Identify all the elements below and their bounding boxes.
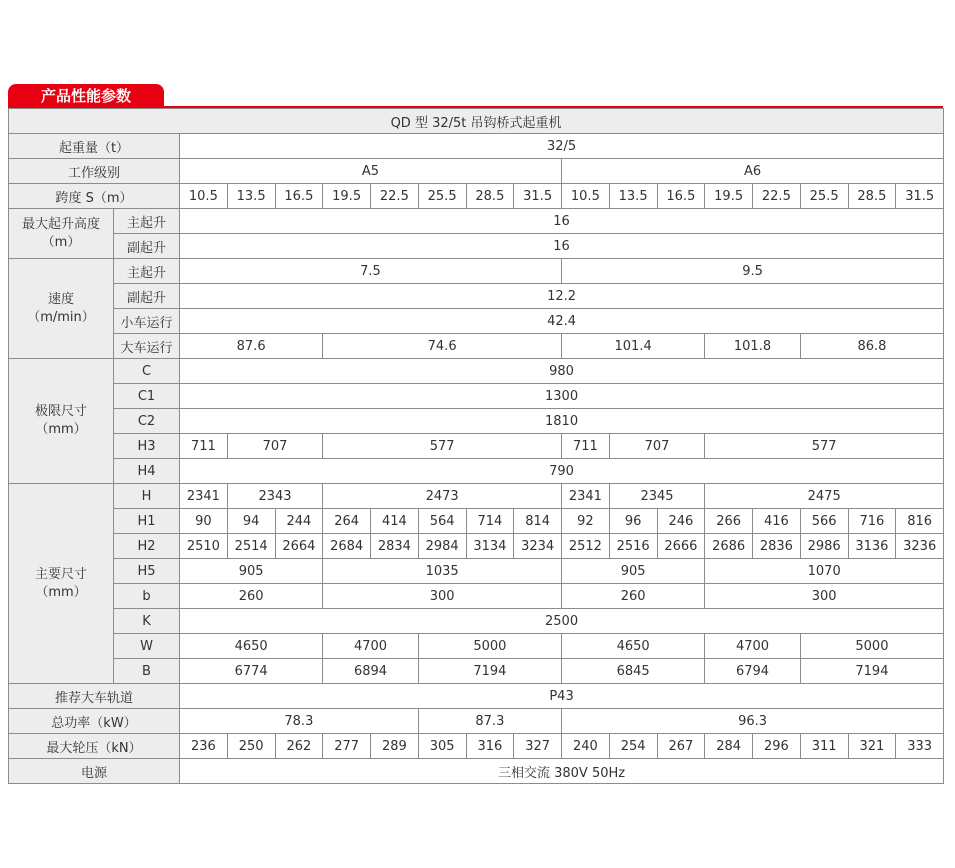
dim-h2-value: 3134 — [466, 534, 514, 559]
lift-height-main-row — [9, 209, 944, 234]
limit-h4-label: H4 — [114, 459, 180, 484]
limit-h3-row — [9, 434, 944, 459]
wheel-load-value: 277 — [323, 734, 371, 759]
lift-height-label: 最大起升高度 — [21, 216, 100, 232]
capacity-row — [9, 134, 944, 159]
dim-h5-value: 1070 — [705, 559, 944, 584]
dim-h2-value: 2516 — [609, 534, 657, 559]
dim-h-value: 2473 — [323, 484, 562, 509]
dim-h-value: 2345 — [609, 484, 705, 509]
limit-h3-value: 707 — [227, 434, 323, 459]
dim-h2-value: 3136 — [848, 534, 896, 559]
dim-h1-value: 92 — [562, 509, 610, 534]
limit-c2-row — [9, 409, 944, 434]
span-value: 25.5 — [418, 184, 466, 209]
dim-h1-value: 814 — [514, 509, 562, 534]
speed-aux-value: 12.2 — [180, 284, 944, 309]
dim-h1-value: 266 — [705, 509, 753, 534]
power-supply-row — [9, 759, 944, 784]
limit-c1-row — [9, 384, 944, 409]
dim-h2-row — [9, 534, 944, 559]
dim-h1-value: 816 — [896, 509, 944, 534]
limit-h3-label: H3 — [114, 434, 180, 459]
speed-main-row — [9, 259, 944, 284]
work-class-value: A5 — [180, 159, 562, 184]
span-value: 13.5 — [227, 184, 275, 209]
work-class-value: A6 — [562, 159, 944, 184]
dim-h1-value: 264 — [323, 509, 371, 534]
wheel-load-value: 267 — [657, 734, 705, 759]
dim-h1-value: 94 — [227, 509, 275, 534]
dim-w-value: 5000 — [800, 634, 943, 659]
speed-unit: （m/min） — [27, 309, 95, 325]
limit-h3-value: 711 — [180, 434, 228, 459]
wheel-load-value: 289 — [371, 734, 419, 759]
dim-w-value: 4650 — [180, 634, 323, 659]
dim-b-big-value: 7194 — [418, 659, 561, 684]
dim-h1-value: 244 — [275, 509, 323, 534]
dim-w-value: 4650 — [562, 634, 705, 659]
dim-h1-value: 716 — [848, 509, 896, 534]
rail-value: P43 — [180, 684, 944, 709]
span-label: 跨度 S（m） — [9, 184, 180, 209]
wheel-load-value: 284 — [705, 734, 753, 759]
wheel-load-value: 296 — [753, 734, 801, 759]
power-supply-label: 电源 — [9, 759, 180, 784]
dim-h1-value: 714 — [466, 509, 514, 534]
speed-main-label: 主起升 — [114, 259, 180, 284]
dim-h2-label: H2 — [114, 534, 180, 559]
dim-h1-value: 414 — [371, 509, 419, 534]
limit-h3-value: 577 — [323, 434, 562, 459]
lift-aux-label: 副起升 — [114, 234, 180, 259]
speed-crane-value: 101.4 — [562, 334, 705, 359]
limit-c1-value: 1300 — [180, 384, 944, 409]
dim-h1-value: 96 — [609, 509, 657, 534]
dim-b-small-value: 300 — [323, 584, 562, 609]
title-row — [9, 109, 944, 134]
span-value: 28.5 — [466, 184, 514, 209]
span-value: 10.5 — [180, 184, 228, 209]
dim-h5-value: 905 — [180, 559, 323, 584]
limit-h4-value: 790 — [180, 459, 944, 484]
span-value: 19.5 — [323, 184, 371, 209]
dim-h-value: 2343 — [227, 484, 323, 509]
lift-height-unit: （m） — [41, 234, 81, 250]
wheel-load-row — [9, 734, 944, 759]
speed-aux-row — [9, 284, 944, 309]
span-value: 10.5 — [562, 184, 610, 209]
dim-h5-value: 905 — [562, 559, 705, 584]
power-value: 96.3 — [562, 709, 944, 734]
wheel-load-value: 262 — [275, 734, 323, 759]
dim-h2-value: 2684 — [323, 534, 371, 559]
dim-h2-value: 2512 — [562, 534, 610, 559]
capacity-label: 起重量（t） — [9, 134, 180, 159]
wheel-load-value: 240 — [562, 734, 610, 759]
dim-h2-value: 2664 — [275, 534, 323, 559]
dim-k-label: K — [114, 609, 180, 634]
dim-h2-value: 2514 — [227, 534, 275, 559]
span-value: 16.5 — [657, 184, 705, 209]
dim-h1-value: 246 — [657, 509, 705, 534]
speed-crane-value: 86.8 — [800, 334, 943, 359]
main-dim-unit: （mm） — [35, 584, 87, 600]
section-tab-label: 产品性能参数 — [8, 84, 164, 108]
dim-h2-value: 3236 — [896, 534, 944, 559]
dim-h5-row — [9, 559, 944, 584]
limit-c2-value: 1810 — [180, 409, 944, 434]
span-value: 31.5 — [896, 184, 944, 209]
lift-aux-value: 16 — [180, 234, 944, 259]
dim-h-value: 2341 — [562, 484, 610, 509]
lift-main-value: 16 — [180, 209, 944, 234]
dim-h1-row — [9, 509, 944, 534]
limit-c-row — [9, 359, 944, 384]
tab-bar — [8, 84, 943, 108]
power-value: 78.3 — [180, 709, 419, 734]
dim-b-big-value: 7194 — [800, 659, 943, 684]
dim-h5-value: 1035 — [323, 559, 562, 584]
limit-c2-label: C2 — [114, 409, 180, 434]
dim-h-row — [9, 484, 944, 509]
limit-h3-value: 707 — [609, 434, 705, 459]
dim-h2-value: 2686 — [705, 534, 753, 559]
speed-crane-value: 87.6 — [180, 334, 323, 359]
limit-group — [9, 359, 114, 484]
lift-main-label: 主起升 — [114, 209, 180, 234]
wheel-load-value: 327 — [514, 734, 562, 759]
dim-b-small-value: 260 — [562, 584, 705, 609]
dim-h5-label: H5 — [114, 559, 180, 584]
speed-aux-label: 副起升 — [114, 284, 180, 309]
main-dim-label: 主要尺寸 — [34, 566, 87, 582]
span-value: 13.5 — [609, 184, 657, 209]
span-value: 22.5 — [753, 184, 801, 209]
limit-label: 极限尺寸 — [34, 404, 87, 419]
speed-trolley-row — [9, 309, 944, 334]
dim-b-big-row — [9, 659, 944, 684]
speed-main-value: 9.5 — [562, 259, 944, 284]
dim-h2-value: 2836 — [753, 534, 801, 559]
dim-h1-label: H1 — [114, 509, 180, 534]
wheel-load-label: 最大轮压（kN） — [9, 734, 180, 759]
dim-b-small-label: b — [114, 584, 180, 609]
span-row — [9, 184, 944, 209]
lift-height-group — [9, 209, 114, 259]
dim-w-row — [9, 634, 944, 659]
work-class-row — [9, 159, 944, 184]
dim-h2-value: 2510 — [180, 534, 228, 559]
span-value: 16.5 — [275, 184, 323, 209]
speed-crane-row — [9, 334, 944, 359]
power-value: 87.3 — [418, 709, 561, 734]
speed-label: 速度 — [47, 291, 74, 307]
dim-b-small-row — [9, 584, 944, 609]
wheel-load-value: 311 — [800, 734, 848, 759]
table-title: QD 型 32/5t 吊钩桥式起重机 — [9, 109, 944, 134]
span-value: 28.5 — [848, 184, 896, 209]
dim-b-big-label: B — [114, 659, 180, 684]
speed-crane-value: 74.6 — [323, 334, 562, 359]
speed-trolley-label: 小车运行 — [114, 309, 180, 334]
dim-k-value: 2500 — [180, 609, 944, 634]
dim-b-big-value: 6774 — [180, 659, 323, 684]
dim-w-value: 4700 — [323, 634, 419, 659]
speed-crane-value: 101.8 — [705, 334, 801, 359]
speed-trolley-value: 42.4 — [180, 309, 944, 334]
dim-h2-value: 2984 — [418, 534, 466, 559]
spec-table — [8, 108, 944, 784]
lift-height-aux-row — [9, 234, 944, 259]
limit-unit: （mm） — [35, 422, 87, 437]
dim-h-label: H — [114, 484, 180, 509]
dim-b-big-value: 6894 — [323, 659, 419, 684]
span-value: 25.5 — [800, 184, 848, 209]
dim-h1-value: 564 — [418, 509, 466, 534]
wheel-load-value: 321 — [848, 734, 896, 759]
wheel-load-value: 305 — [418, 734, 466, 759]
power-label: 总功率（kW） — [9, 709, 180, 734]
limit-h3-value: 577 — [705, 434, 944, 459]
dim-w-label: W — [114, 634, 180, 659]
limit-h4-row — [9, 459, 944, 484]
limit-c-value: 980 — [180, 359, 944, 384]
dim-h-value: 2341 — [180, 484, 228, 509]
dim-w-value: 4700 — [705, 634, 801, 659]
dim-b-big-value: 6794 — [705, 659, 801, 684]
wheel-load-value: 254 — [609, 734, 657, 759]
power-supply-value: 三相交流 380V 50Hz — [180, 759, 944, 784]
dim-h1-value: 566 — [800, 509, 848, 534]
limit-c1-label: C1 — [114, 384, 180, 409]
dim-h2-value: 2834 — [371, 534, 419, 559]
capacity-value: 32/5 — [180, 134, 944, 159]
span-value: 22.5 — [371, 184, 419, 209]
wheel-load-value: 236 — [180, 734, 228, 759]
dim-h-value: 2475 — [705, 484, 944, 509]
main-dim-group — [9, 484, 114, 684]
dim-b-small-value: 300 — [705, 584, 944, 609]
dim-w-value: 5000 — [418, 634, 561, 659]
dim-b-big-value: 6845 — [562, 659, 705, 684]
limit-c-label: C — [114, 359, 180, 384]
span-value: 31.5 — [514, 184, 562, 209]
rail-label: 推荐大车轨道 — [9, 684, 180, 709]
dim-k-row — [9, 609, 944, 634]
speed-main-value: 7.5 — [180, 259, 562, 284]
dim-h2-value: 2666 — [657, 534, 705, 559]
dim-h1-value: 416 — [753, 509, 801, 534]
work-class-label: 工作级别 — [9, 159, 180, 184]
power-row — [9, 709, 944, 734]
dim-h1-value: 90 — [180, 509, 228, 534]
limit-h3-value: 711 — [562, 434, 610, 459]
dim-h2-value: 3234 — [514, 534, 562, 559]
wheel-load-value: 316 — [466, 734, 514, 759]
dim-b-small-value: 260 — [180, 584, 323, 609]
speed-crane-label: 大车运行 — [114, 334, 180, 359]
span-value: 19.5 — [705, 184, 753, 209]
rail-row — [9, 684, 944, 709]
speed-group — [9, 259, 114, 359]
dim-h2-value: 2986 — [800, 534, 848, 559]
wheel-load-value: 333 — [896, 734, 944, 759]
wheel-load-value: 250 — [227, 734, 275, 759]
